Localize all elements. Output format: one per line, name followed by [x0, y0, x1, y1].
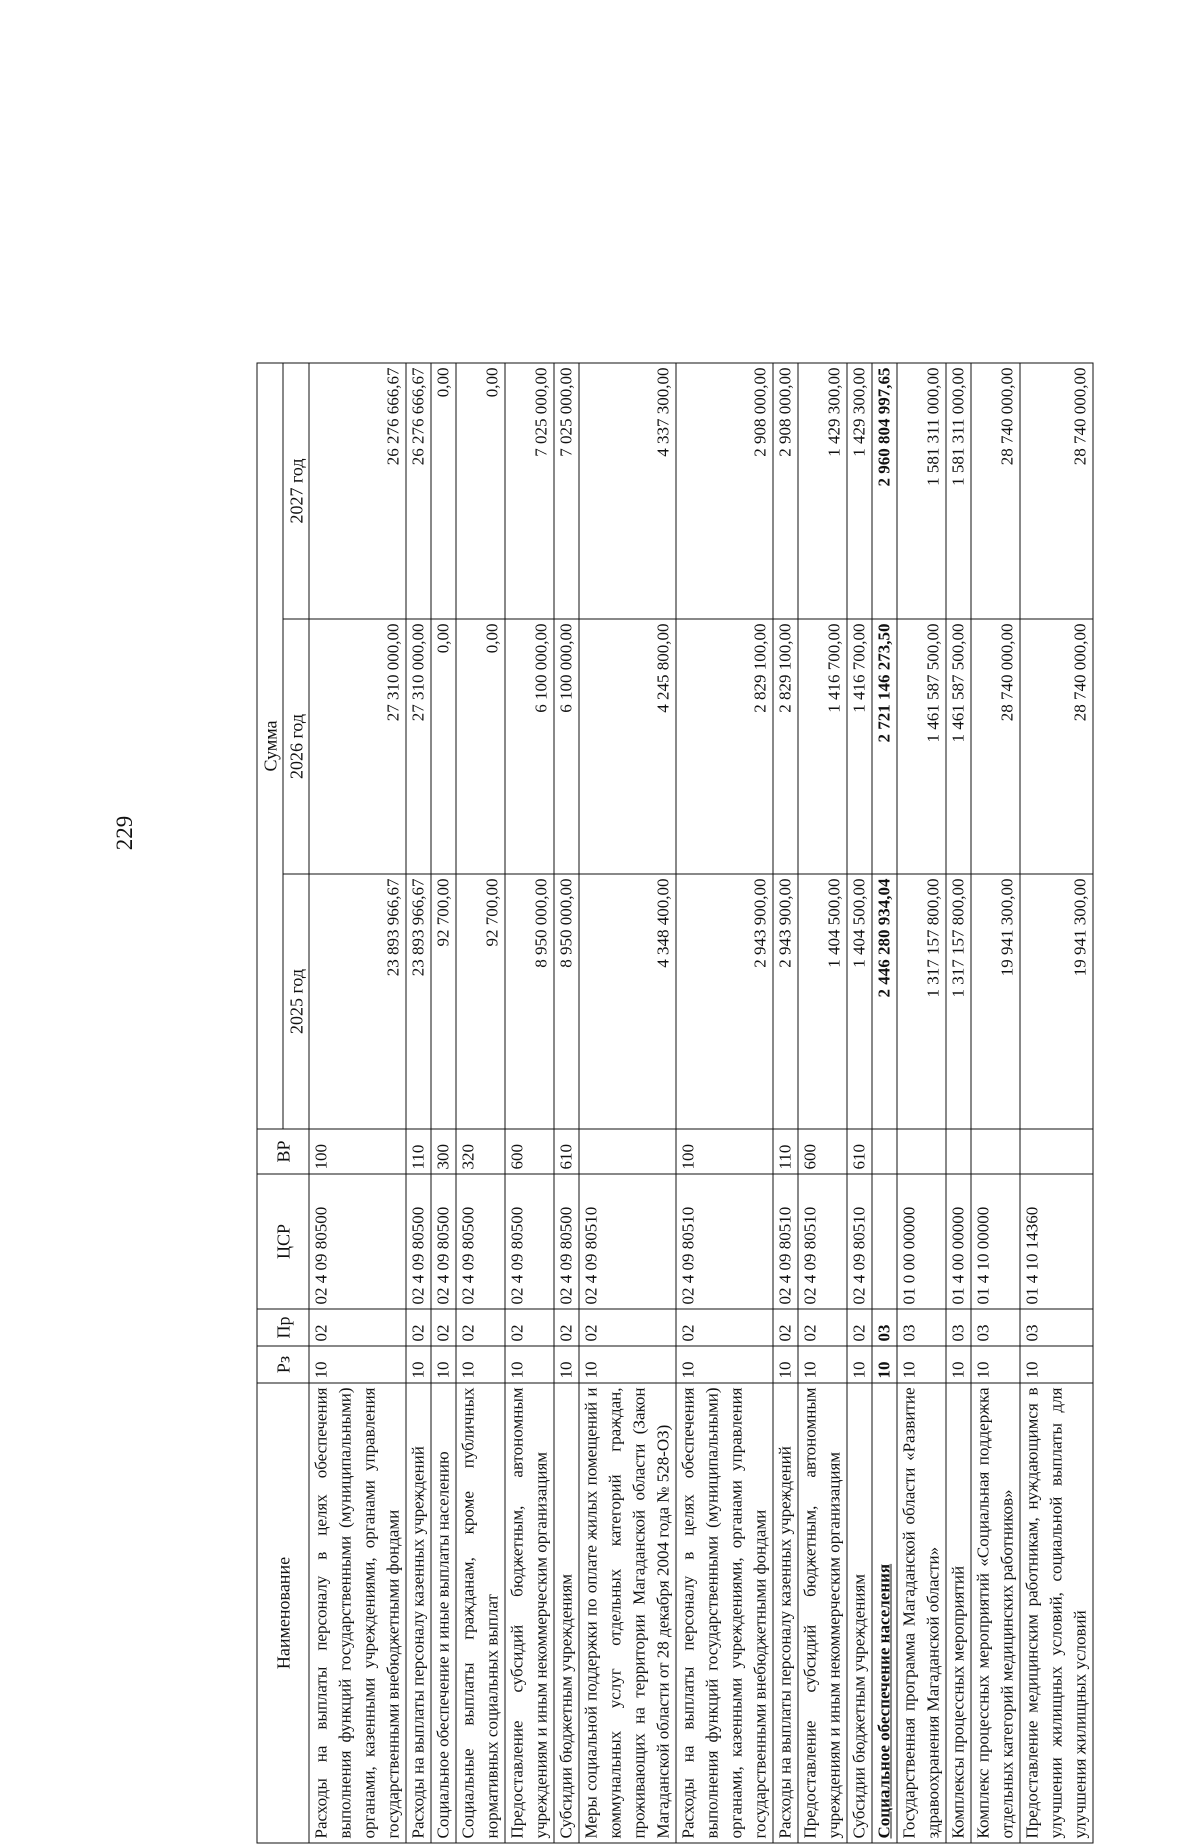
row-2027: 1 581 311 000,00 — [897, 363, 946, 619]
row-pr: 02 — [431, 1309, 456, 1346]
row-name: Субсидии бюджетным учреждениям — [847, 1383, 872, 1843]
row-vr: 300 — [431, 1129, 456, 1174]
row-2026: 2 829 100,00 — [773, 619, 798, 874]
row-2025: 23 893 966,67 — [309, 874, 406, 1129]
row-2026: 1 416 700,00 — [798, 619, 847, 874]
row-name: Расходы на выплаты персоналу казенных учреждений — [773, 1383, 798, 1843]
table-row — [971, 363, 1020, 1843]
row-name: Социальные выплаты гражданам, кроме публичных нормативных социальных выплат — [456, 1383, 505, 1843]
row-2025: 8 950 000,00 — [505, 874, 554, 1129]
row-2026: 1 416 700,00 — [847, 619, 872, 874]
row-2026: 4 245 800,00 — [579, 619, 676, 874]
row-pr: 02 — [554, 1309, 579, 1346]
table-row — [1020, 363, 1093, 1843]
table-row — [773, 363, 798, 1843]
row-name: Расходы на выплаты персоналу в целях обеспечения выполнения функций государственными (муниципальными) органами, казенными учреждениями, органами управления государственными внебюджетными фондами — [676, 1383, 773, 1843]
row-name: Предоставление медицинским работникам, нуждающимся в улучшении жилищных условий, социальной выплаты для улучшения жилищных условий — [1020, 1383, 1093, 1843]
row-pr: 03 — [897, 1309, 946, 1346]
budget-table — [257, 362, 1094, 1843]
row-rz: 10 — [505, 1346, 554, 1383]
row-2025: 1 404 500,00 — [847, 874, 872, 1129]
row-pr: 02 — [847, 1309, 872, 1346]
row-vr — [872, 1129, 897, 1174]
row-rz: 10 — [1020, 1346, 1093, 1383]
row-pr: 03 — [971, 1309, 1020, 1346]
row-csr: 02 4 09 80500 — [309, 1174, 406, 1309]
row-2025: 1 317 157 800,00 — [897, 874, 946, 1129]
row-name: Расходы на выплаты персоналу в целях обеспечения выполнения функций государственными (муниципальными) органами, казенными учреждениями, органами управления государственными внебюджетными фондами — [309, 1383, 406, 1843]
row-2026: 1 461 587 500,00 — [897, 619, 946, 874]
row-name: Социальное обеспечение населения — [874, 1563, 894, 1839]
row-2027: 0,00 — [431, 363, 456, 619]
header-pr: Пр — [257, 1309, 309, 1346]
row-rz: 10 — [773, 1346, 798, 1383]
row-rz: 10 — [897, 1346, 946, 1383]
row-pr: 02 — [309, 1309, 406, 1346]
row-pr: 02 — [579, 1309, 676, 1346]
row-2027: 28 740 000,00 — [971, 363, 1020, 619]
row-csr — [872, 1174, 897, 1309]
row-2026: 0,00 — [456, 619, 505, 874]
row-2025: 23 893 966,67 — [406, 874, 431, 1129]
row-2025: 2 446 280 934,04 — [872, 874, 897, 1129]
row-pr: 02 — [456, 1309, 505, 1346]
row-vr: 320 — [456, 1129, 505, 1174]
row-2026: 27 310 000,00 — [309, 619, 406, 874]
row-vr: 110 — [773, 1129, 798, 1174]
row-2027: 4 337 300,00 — [579, 363, 676, 619]
header-2026: 2026 год — [283, 619, 309, 874]
row-2027: 1 429 300,00 — [847, 363, 872, 619]
row-vr: 110 — [406, 1129, 431, 1174]
row-vr: 600 — [798, 1129, 847, 1174]
row-2025: 2 943 900,00 — [676, 874, 773, 1129]
header-name: Наименование — [257, 1383, 309, 1843]
row-name: Расходы на выплаты персоналу казенных учреждений — [406, 1383, 431, 1843]
row-pr: 02 — [406, 1309, 431, 1346]
header-vr: ВР — [257, 1129, 309, 1174]
row-rz: 10 — [309, 1346, 406, 1383]
row-rz: 10 — [406, 1346, 431, 1383]
row-2027: 0,00 — [456, 363, 505, 619]
header-csr: ЦСР — [257, 1174, 309, 1309]
row-vr: 600 — [505, 1129, 554, 1174]
row-vr — [971, 1129, 1020, 1174]
row-rz: 10 — [946, 1346, 971, 1383]
row-name: Субсидии бюджетным учреждениям — [554, 1383, 579, 1843]
row-csr: 02 4 09 80510 — [847, 1174, 872, 1309]
row-rz: 10 — [554, 1346, 579, 1383]
row-vr: 100 — [676, 1129, 773, 1174]
row-vr — [946, 1129, 971, 1174]
row-2025: 19 941 300,00 — [971, 874, 1020, 1129]
row-2025: 4 348 400,00 — [579, 874, 676, 1129]
table-row — [946, 363, 971, 1843]
row-2027: 2 908 000,00 — [676, 363, 773, 619]
row-name: Предоставление субсидий бюджетным, автономным учреждениям и иным некоммерческим организациям — [505, 1383, 554, 1843]
table-row — [431, 363, 456, 1843]
row-rz: 10 — [847, 1346, 872, 1383]
row-2026: 2 829 100,00 — [676, 619, 773, 874]
row-csr: 02 4 09 80500 — [505, 1174, 554, 1309]
page-number: 229 — [112, 815, 137, 851]
row-csr: 01 4 10 14360 — [1020, 1174, 1093, 1309]
row-2025: 1 317 157 800,00 — [946, 874, 971, 1129]
row-csr: 02 4 09 80500 — [554, 1174, 579, 1309]
row-rz: 10 — [431, 1346, 456, 1383]
row-vr: 610 — [847, 1129, 872, 1174]
table-row — [798, 363, 847, 1843]
row-2027: 28 740 000,00 — [1020, 363, 1093, 619]
row-pr: 02 — [676, 1309, 773, 1346]
header-rz: Рз — [257, 1346, 309, 1383]
row-rz: 10 — [798, 1346, 847, 1383]
table-row-total — [872, 363, 897, 1843]
row-2025: 19 941 300,00 — [1020, 874, 1093, 1129]
row-2026: 1 461 587 500,00 — [946, 619, 971, 874]
row-2027: 26 276 666,67 — [309, 363, 406, 619]
row-2026: 6 100 000,00 — [554, 619, 579, 874]
row-vr — [897, 1129, 946, 1174]
budget-table-container — [257, 364, 1094, 1844]
table-row — [897, 363, 946, 1843]
row-2025: 1 404 500,00 — [798, 874, 847, 1129]
row-pr: 03 — [946, 1309, 971, 1346]
row-csr: 02 4 09 80500 — [431, 1174, 456, 1309]
row-pr: 02 — [505, 1309, 554, 1346]
row-2027: 1 429 300,00 — [798, 363, 847, 619]
row-2026: 6 100 000,00 — [505, 619, 554, 874]
row-2026: 27 310 000,00 — [406, 619, 431, 874]
row-2025: 2 943 900,00 — [773, 874, 798, 1129]
table-body — [309, 363, 1093, 1843]
row-2027: 7 025 000,00 — [554, 363, 579, 619]
row-csr: 02 4 09 80500 — [406, 1174, 431, 1309]
row-vr: 610 — [554, 1129, 579, 1174]
row-2025: 8 950 000,00 — [554, 874, 579, 1129]
row-2026: 2 721 146 273,50 — [872, 619, 897, 874]
row-csr: 02 4 09 80510 — [676, 1174, 773, 1309]
row-rz: 10 — [579, 1346, 676, 1383]
row-pr: 03 — [1020, 1309, 1093, 1346]
row-2027: 1 581 311 000,00 — [946, 363, 971, 619]
row-2027: 2 908 000,00 — [773, 363, 798, 619]
row-name: Комплекс процессных мероприятий «Социальная поддержка отдельных категорий медицинских работников» — [971, 1383, 1020, 1843]
table-row — [579, 363, 676, 1843]
row-vr: 100 — [309, 1129, 406, 1174]
table-row — [676, 363, 773, 1843]
row-pr: 02 — [773, 1309, 798, 1346]
header-2027: 2027 год — [283, 363, 309, 619]
table-row — [554, 363, 579, 1843]
row-pr: 03 — [872, 1309, 897, 1346]
row-2026: 28 740 000,00 — [1020, 619, 1093, 874]
row-name: Предоставление субсидий бюджетным, автономным учреждениям и иным некоммерческим организациям — [798, 1383, 847, 1843]
row-name: Комплексы процессных мероприятий — [946, 1383, 971, 1843]
row-2027: 2 960 804 997,65 — [872, 363, 897, 619]
table-row — [847, 363, 872, 1843]
table-row — [309, 363, 406, 1843]
row-rz: 10 — [456, 1346, 505, 1383]
row-vr — [1020, 1129, 1093, 1174]
table-row — [456, 363, 505, 1843]
row-2025: 92 700,00 — [431, 874, 456, 1129]
row-csr: 01 4 00 00000 — [946, 1174, 971, 1309]
row-csr: 01 0 00 00000 — [897, 1174, 946, 1309]
row-csr: 02 4 09 80510 — [773, 1174, 798, 1309]
row-csr: 02 4 09 80510 — [798, 1174, 847, 1309]
row-name: Меры социальной поддержки по оплате жилых помещений и коммунальных услуг отдельных категорий граждан, проживающих на территории Магаданской области (Закон Магаданской области от 28 декабря 2004 года № 528-ОЗ) — [579, 1383, 676, 1843]
row-2026: 0,00 — [431, 619, 456, 874]
header-sum: Сумма — [257, 363, 283, 1129]
row-2027: 26 276 666,67 — [406, 363, 431, 619]
table-header — [257, 363, 309, 1843]
row-name: Государственная программа Магаданской области «Развитие здравоохранения Магаданской области» — [897, 1383, 946, 1843]
row-name: Социальное обеспечение и иные выплаты населению — [431, 1383, 456, 1843]
table-row — [406, 363, 431, 1843]
row-2025: 92 700,00 — [456, 874, 505, 1129]
row-rz: 10 — [676, 1346, 773, 1383]
row-pr: 02 — [798, 1309, 847, 1346]
row-vr — [579, 1129, 676, 1174]
table-row — [505, 363, 554, 1843]
row-rz: 10 — [872, 1346, 897, 1383]
header-2025: 2025 год — [283, 874, 309, 1129]
row-2027: 7 025 000,00 — [505, 363, 554, 619]
row-2026: 28 740 000,00 — [971, 619, 1020, 874]
row-csr: 02 4 09 80500 — [456, 1174, 505, 1309]
row-csr: 01 4 10 00000 — [971, 1174, 1020, 1309]
row-rz: 10 — [971, 1346, 1020, 1383]
row-csr: 02 4 09 80510 — [579, 1174, 676, 1309]
